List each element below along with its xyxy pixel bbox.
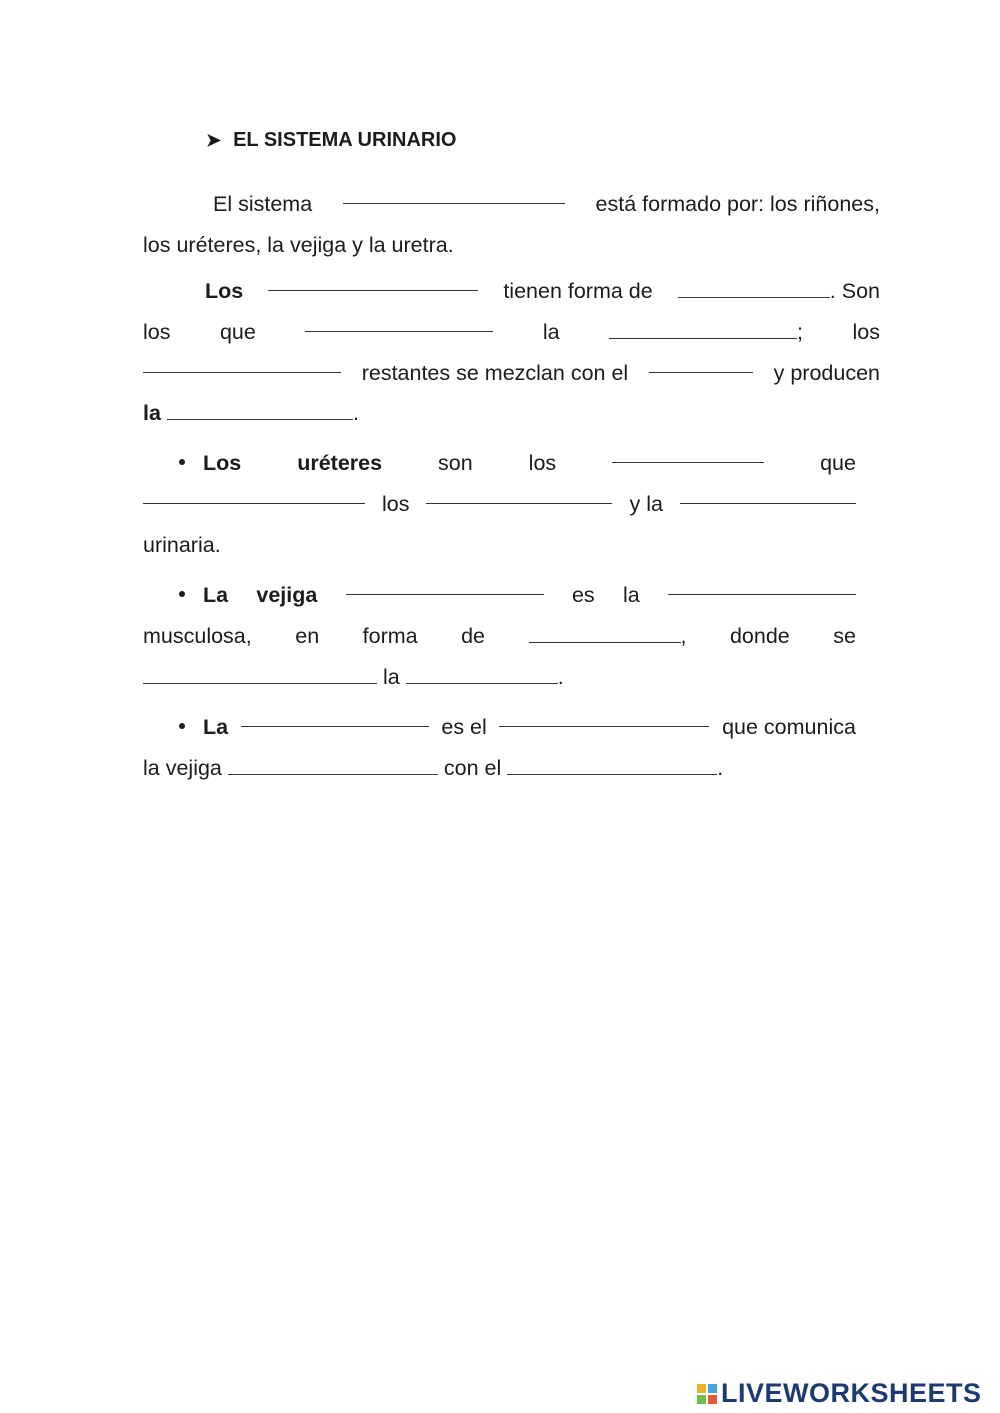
liveworksheets-logo	[697, 1378, 982, 1409]
blank-4[interactable]	[305, 312, 493, 332]
paragraph-kidneys: Los tienen forma de . Son los que la ; los restantes se mezclan con el y producen la .	[143, 271, 880, 434]
bullet-icon	[179, 723, 185, 729]
blank-14[interactable]	[668, 575, 856, 595]
heading-text: EL SISTEMA URINARIO	[233, 129, 457, 151]
blank-9[interactable]	[612, 443, 764, 463]
brand-name: LIVEWORKSHEETS	[721, 1378, 982, 1408]
bullet-urethra: La es el que comunica la vejiga con el .	[143, 707, 856, 789]
blank-17[interactable]	[406, 664, 558, 684]
logo-icon	[697, 1384, 717, 1404]
bullet-icon	[179, 459, 185, 465]
blank-18[interactable]	[241, 707, 429, 727]
blank-5[interactable]	[609, 319, 797, 339]
blank-6[interactable]	[143, 353, 341, 373]
blank-11[interactable]	[426, 484, 612, 504]
blank-12[interactable]	[680, 484, 856, 504]
bullet-bladder: La vejiga es la musculosa, en forma de , donde se la .	[143, 575, 856, 697]
blank-1[interactable]	[343, 184, 565, 204]
blank-13[interactable]	[346, 575, 544, 595]
section-heading	[206, 129, 456, 152]
blank-19[interactable]	[499, 707, 709, 727]
paragraph-intro: El sistema está formado por: los riñones, los uréteres, la vejiga y la uretra.	[143, 184, 880, 266]
blank-15[interactable]	[529, 623, 681, 643]
blank-20[interactable]	[228, 755, 438, 775]
blank-21[interactable]	[507, 755, 717, 775]
blank-10[interactable]	[143, 484, 365, 504]
arrow-bullet-icon: ➤	[206, 130, 222, 150]
blank-8[interactable]	[167, 400, 353, 420]
blank-7[interactable]	[649, 353, 753, 373]
bullet-ureters: Los uréteres son los que los y la urinaria.	[143, 443, 856, 565]
blank-3[interactable]	[678, 278, 830, 298]
blank-16[interactable]	[143, 664, 377, 684]
bullet-icon	[179, 591, 185, 597]
blank-2[interactable]	[268, 271, 478, 291]
